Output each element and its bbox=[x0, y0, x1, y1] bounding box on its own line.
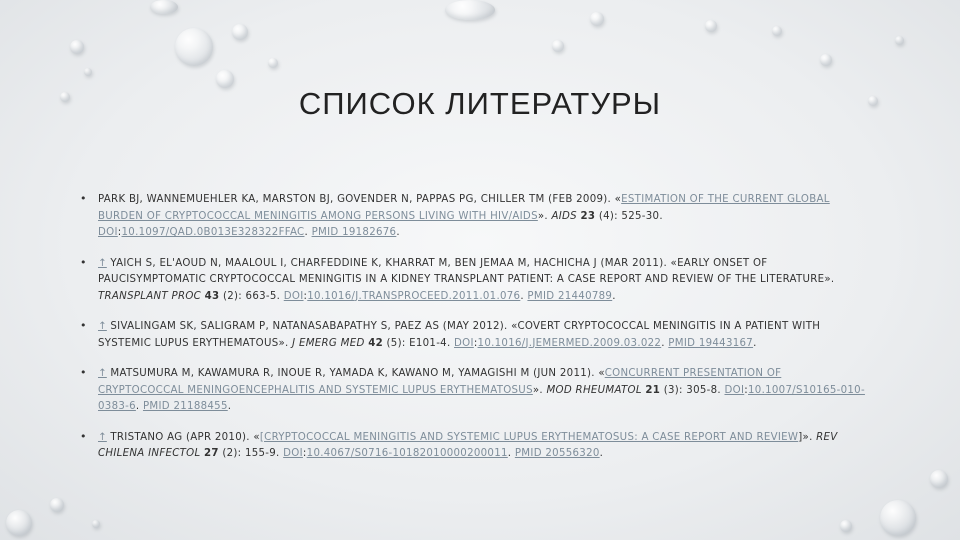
journal-name: TRANSPLANT PROC bbox=[98, 290, 202, 302]
water-drop bbox=[820, 54, 832, 66]
reference-segment: MATSUMURA M, KAWAMURA R, INOUE R, YAMADA K, KAWANO M, YAMAGISHI M (JUN 2011). « bbox=[106, 368, 605, 379]
water-drop bbox=[445, 0, 495, 20]
reference-segment: (3): 305-8. bbox=[660, 384, 725, 396]
reference-item bbox=[78, 430, 870, 463]
reference-segment: ]». bbox=[798, 431, 817, 443]
reference-list bbox=[78, 192, 870, 477]
reference-link[interactable]: ESTIMATION OF THE CURRENT GLOBAL BURDEN OF CRYPTOCOCCAL MENINGITIS AMONG PERSONS LIVING WITH HIV/AIDS bbox=[98, 194, 830, 222]
reference-link[interactable]: DOI bbox=[724, 384, 745, 396]
water-drop bbox=[895, 36, 904, 45]
reference-segment: YAICH S, EL'AOUD N, MAALOUL I, CHARFEDDINE K, KHARRAT M, BEN JEMAA M, HACHICHA J (MAR 2011). «EARLY ONSET OF PAUCISYMPTOMATIC CRYPTOCOCCAL MENINGITIS IN A KIDNEY TRANSPLANT PATIENT: A CASE REPORT AND REVIEW OF THE LITERATURE». bbox=[98, 257, 835, 285]
reference-item bbox=[78, 319, 870, 352]
reference-link[interactable]: 10.1016/J.TRANSPROCEED.2011.01.076 bbox=[307, 290, 521, 302]
reference-link[interactable]: 10.4067/S0716-10182010000200011 bbox=[306, 448, 508, 459]
volume-number: 27 bbox=[204, 448, 219, 459]
water-drop bbox=[840, 520, 852, 532]
bullet: • bbox=[80, 319, 87, 332]
reference-segment: . bbox=[304, 227, 312, 238]
reference-segment: . bbox=[507, 448, 515, 459]
water-drop bbox=[590, 12, 604, 26]
water-drop bbox=[175, 28, 213, 66]
reference-segment: : bbox=[302, 448, 307, 459]
volume-number: 23 bbox=[580, 210, 596, 222]
reference-link[interactable]: PMID 21188455 bbox=[142, 401, 228, 412]
reference-segment: . bbox=[520, 290, 528, 302]
reference-segment: : bbox=[303, 290, 308, 302]
reference-link[interactable]: ↑ bbox=[98, 321, 107, 332]
reference-segment: (5): E101-4. bbox=[382, 337, 455, 349]
reference-link[interactable]: PMID 19182676 bbox=[311, 227, 397, 238]
reference-segment: (2): 663-5. bbox=[219, 290, 284, 302]
water-drop bbox=[232, 24, 248, 40]
water-drop bbox=[84, 68, 92, 76]
water-drop bbox=[268, 58, 278, 68]
reference-segment: . bbox=[753, 337, 757, 349]
reference-link[interactable]: PMID 19443167 bbox=[668, 337, 754, 349]
reference-segment: : bbox=[473, 337, 478, 349]
reference-segment: PARK BJ, WANNEMUEHLER KA, MARSTON BJ, GOVENDER N, PAPPAS PG, CHILLER TM (FEB 2009). « bbox=[98, 194, 622, 205]
volume-number: 43 bbox=[204, 290, 220, 302]
reference-item bbox=[78, 192, 870, 242]
reference-link[interactable]: 10.1016/J.JEMERMED.2009.03.022 bbox=[477, 337, 662, 349]
volume-number: 42 bbox=[368, 337, 383, 349]
reference-link[interactable]: DOI bbox=[454, 337, 474, 349]
reference-segment: . bbox=[135, 401, 143, 412]
water-drop bbox=[50, 498, 64, 512]
reference-link[interactable]: PMID 21440789 bbox=[527, 290, 613, 302]
reference-link[interactable]: 10.1007/S10165-010-0383-6 bbox=[98, 384, 865, 412]
water-drop bbox=[552, 40, 564, 52]
water-drop bbox=[705, 20, 717, 32]
reference-segment: . bbox=[599, 448, 604, 459]
volume-number: 21 bbox=[645, 384, 661, 396]
reference-segment: TRISTANO AG (APR 2010). « bbox=[106, 431, 260, 443]
reference-segment: . bbox=[612, 290, 616, 302]
reference-text bbox=[98, 366, 870, 416]
reference-text bbox=[98, 430, 870, 463]
reference-link[interactable]: PMID 20556320 bbox=[514, 448, 600, 459]
reference-segment: (4): 525-30. bbox=[595, 210, 663, 222]
reference-link[interactable]: DOI bbox=[283, 290, 304, 302]
reference-link[interactable]: DOI bbox=[98, 227, 118, 238]
reference-link[interactable]: CONCURRENT PRESENTATION OF CRYPTOCOCCAL MENINGOENCEPHALITIS AND SYSTEMIC LUPUS ERYTHEMATOSUS bbox=[98, 368, 782, 396]
reference-segment: (2): 155-9. bbox=[218, 448, 284, 459]
reference-segment: . bbox=[227, 401, 232, 412]
reference-item bbox=[78, 366, 870, 416]
reference-text bbox=[98, 319, 870, 352]
reference-segment: ». bbox=[532, 384, 547, 396]
reference-link[interactable]: 10.1097/QAD.0B013E328322FFAC bbox=[121, 227, 305, 238]
bullet: • bbox=[80, 366, 87, 379]
slide-title: СПИСОК ЛИТЕРАТУРЫ bbox=[298, 86, 662, 121]
water-drop bbox=[772, 26, 782, 36]
bullet: • bbox=[80, 192, 87, 205]
bullet: • bbox=[80, 429, 87, 443]
reference-link[interactable]: [CRYPTOCOCCAL MENINGITIS AND SYSTEMIC LUPUS ERYTHEMATOSUS: A CASE REPORT AND REVIEW bbox=[259, 431, 799, 443]
reference-item bbox=[78, 256, 870, 306]
bullet: • bbox=[80, 255, 87, 269]
water-drop bbox=[880, 500, 916, 536]
reference-segment: : bbox=[744, 384, 748, 396]
reference-segment: ». bbox=[537, 210, 552, 222]
journal-name: J EMERG MED bbox=[292, 337, 365, 349]
reference-segment: : bbox=[117, 227, 122, 238]
reference-segment: SIVALINGAM SK, SALIGRAM P, NATANASABAPATHY S, PAEZ AS (MAY 2012). «COVERT CRYPTOCOCCAL MENINGITIS IN A PATIENT WITH SYSTEMIC LUPUS ERYTHEMATOUS». bbox=[98, 321, 821, 349]
reference-segment: . bbox=[396, 227, 400, 238]
journal-name: MOD RHEUMATOL bbox=[546, 384, 642, 396]
journal-name: REV CHILENA INFECTOL bbox=[98, 431, 838, 459]
water-drop bbox=[930, 470, 948, 488]
water-drop bbox=[6, 510, 32, 536]
reference-link[interactable]: ↑ bbox=[98, 368, 107, 379]
reference-link[interactable]: ↑ bbox=[98, 431, 107, 443]
reference-link[interactable]: ↑ bbox=[98, 257, 107, 269]
reference-text bbox=[98, 256, 870, 306]
journal-name: AIDS bbox=[551, 210, 577, 222]
reference-link[interactable]: DOI bbox=[283, 448, 303, 459]
reference-segment: . bbox=[661, 337, 669, 349]
water-drop bbox=[70, 40, 84, 54]
reference-text bbox=[98, 192, 870, 242]
water-drop bbox=[150, 0, 178, 14]
water-drop bbox=[92, 520, 100, 528]
